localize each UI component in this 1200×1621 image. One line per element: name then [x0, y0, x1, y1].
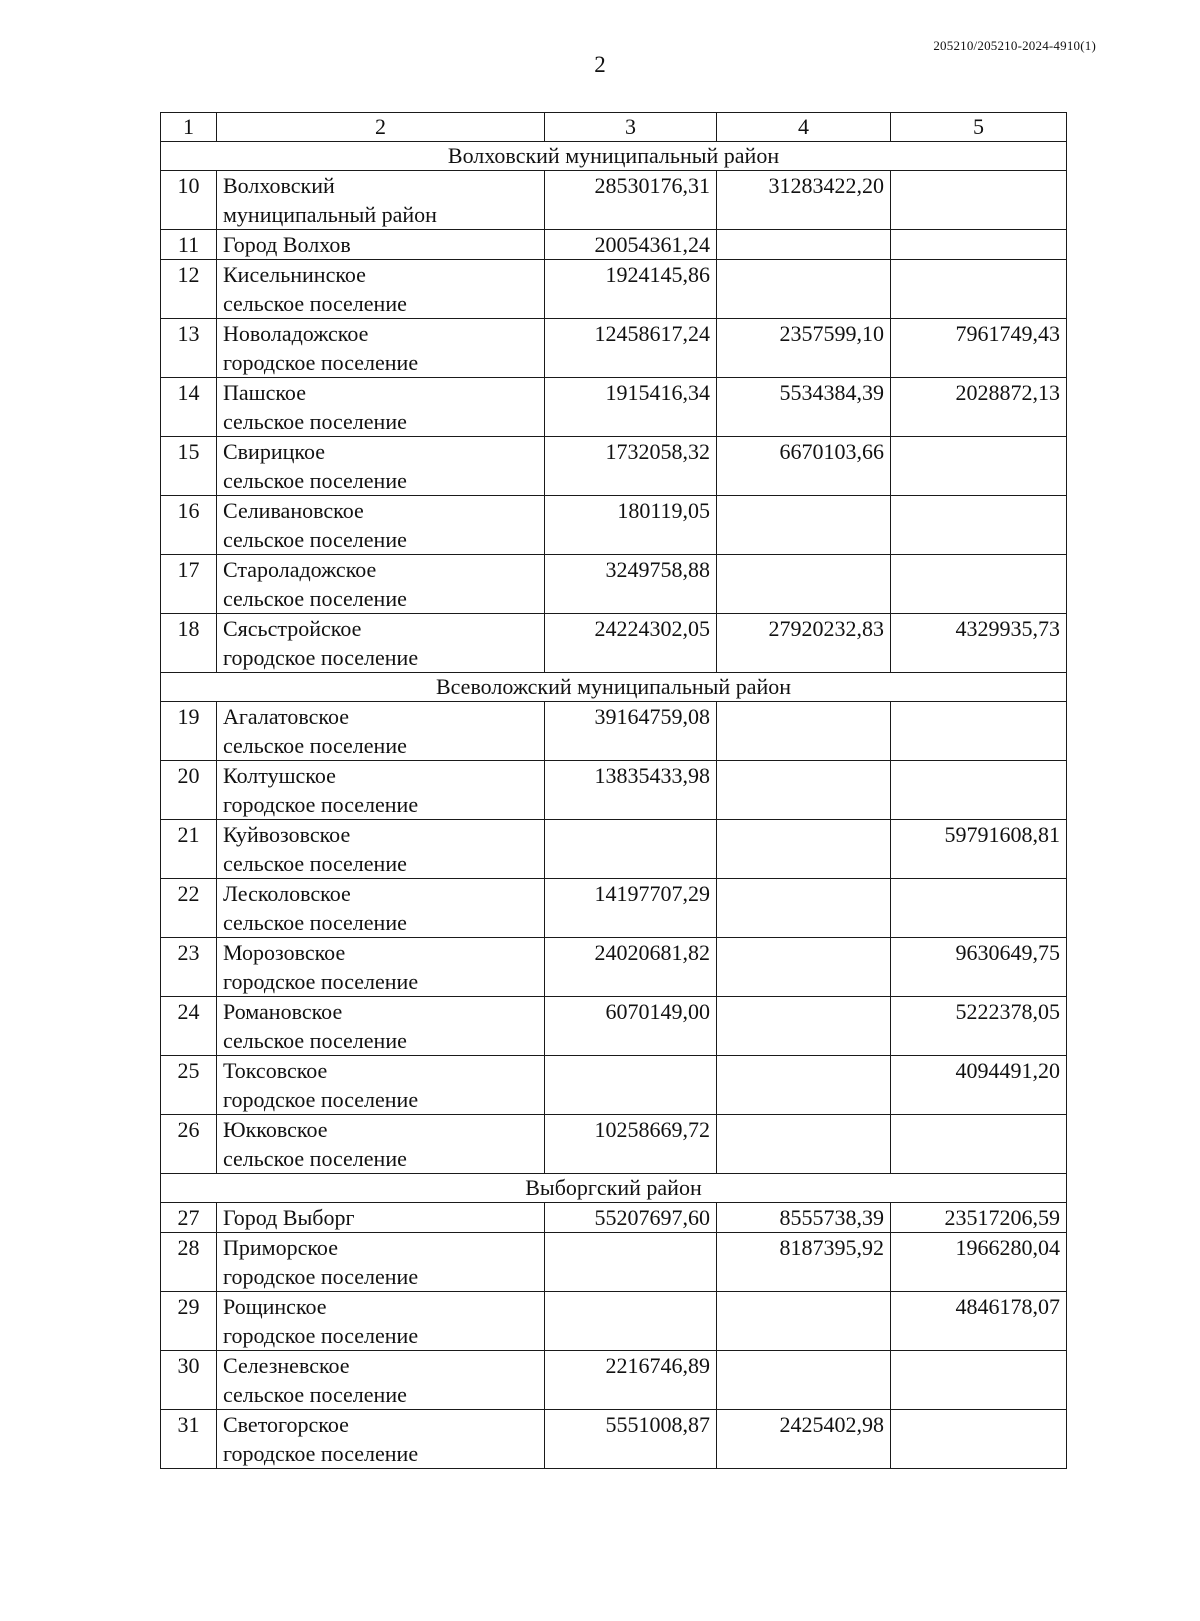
- municipality-name-line-2: городское поселение: [223, 1323, 419, 1348]
- section-header-row: [161, 142, 1067, 171]
- section-header-row: [161, 1174, 1067, 1203]
- row-number: 10: [161, 171, 217, 230]
- amount-cell-c4: 8555738,39: [717, 1203, 891, 1233]
- row-number: 25: [161, 1056, 217, 1115]
- municipality-name: [217, 702, 545, 761]
- row-number: 31: [161, 1410, 217, 1469]
- municipality-name: [217, 1056, 545, 1115]
- amount-cell-c5: [891, 1351, 1067, 1410]
- column-header: 2: [217, 113, 545, 142]
- municipality-name-line-1: Свирицкое: [223, 439, 325, 464]
- municipality-name-line-2: городское поселение: [223, 1087, 419, 1112]
- municipality-name-line-2: муниципальный район: [223, 202, 437, 227]
- amount-cell-c5: [891, 761, 1067, 820]
- municipality-name: [217, 171, 545, 230]
- column-header: 4: [717, 113, 891, 142]
- table-row: [161, 1351, 1067, 1410]
- municipality-name-line-2: сельское поселение: [223, 851, 407, 876]
- table-row: [161, 1292, 1067, 1351]
- row-number: 29: [161, 1292, 217, 1351]
- table-row: [161, 761, 1067, 820]
- table-body: [161, 113, 1067, 1469]
- table-row: [161, 230, 1067, 260]
- amount-cell-c3: 20054361,24: [545, 230, 717, 260]
- amount-cell-c3: [545, 1233, 717, 1292]
- municipality-name: [217, 938, 545, 997]
- amount-cell-c5: [891, 1410, 1067, 1469]
- amount-cell-c4: [717, 1056, 891, 1115]
- amount-cell-c5: 2028872,13: [891, 378, 1067, 437]
- row-number: 30: [161, 1351, 217, 1410]
- municipality-name: [217, 761, 545, 820]
- municipality-name-line-1: Куйвозовское: [223, 822, 351, 847]
- municipality-name: [217, 820, 545, 879]
- amount-cell-c3: 1915416,34: [545, 378, 717, 437]
- municipality-name-line-2: сельское поселение: [223, 409, 407, 434]
- row-number: 20: [161, 761, 217, 820]
- row-number: 23: [161, 938, 217, 997]
- amount-cell-c3: 28530176,31: [545, 171, 717, 230]
- table-row: [161, 614, 1067, 673]
- row-number: 21: [161, 820, 217, 879]
- municipality-name: [217, 1351, 545, 1410]
- amount-cell-c5: 4329935,73: [891, 614, 1067, 673]
- amount-cell-c5: 5222378,05: [891, 997, 1067, 1056]
- table-row: [161, 260, 1067, 319]
- amount-cell-c3: [545, 1292, 717, 1351]
- amount-cell-c3: 2216746,89: [545, 1351, 717, 1410]
- municipality-name-line-2: сельское поселение: [223, 1146, 407, 1171]
- table-row: [161, 496, 1067, 555]
- municipality-name-line-2: сельское поселение: [223, 910, 407, 935]
- table-row: [161, 1410, 1067, 1469]
- row-number: 28: [161, 1233, 217, 1292]
- municipality-name-line-1: Кисельнинское: [223, 262, 366, 287]
- amount-cell-c4: 31283422,20: [717, 171, 891, 230]
- table-row: [161, 378, 1067, 437]
- table-row: [161, 1115, 1067, 1174]
- amount-cell-c3: 24224302,05: [545, 614, 717, 673]
- row-number: 12: [161, 260, 217, 319]
- table-row: [161, 820, 1067, 879]
- amount-cell-c4: [717, 879, 891, 938]
- amount-cell-c3: 180119,05: [545, 496, 717, 555]
- row-number: 26: [161, 1115, 217, 1174]
- amount-cell-c3: 24020681,82: [545, 938, 717, 997]
- amount-cell-c3: 6070149,00: [545, 997, 717, 1056]
- column-number-row: [161, 113, 1067, 142]
- amount-cell-c4: [717, 1292, 891, 1351]
- municipality-name-line-1: Колтушское: [223, 763, 336, 788]
- table-row: [161, 997, 1067, 1056]
- amount-cell-c4: [717, 938, 891, 997]
- municipality-name-line-2: сельское поселение: [223, 291, 407, 316]
- municipality-name: [217, 319, 545, 378]
- municipality-name: [217, 879, 545, 938]
- amount-cell-c4: 8187395,92: [717, 1233, 891, 1292]
- municipality-name-line-1: Рощинское: [223, 1294, 327, 1319]
- table-row: [161, 437, 1067, 496]
- table-row: [161, 938, 1067, 997]
- amount-cell-c4: [717, 230, 891, 260]
- municipality-name: [217, 230, 545, 260]
- amount-cell-c5: 59791608,81: [891, 820, 1067, 879]
- table-row: [161, 879, 1067, 938]
- row-number: 17: [161, 555, 217, 614]
- row-number: 16: [161, 496, 217, 555]
- municipality-name-line-1: Староладожское: [223, 557, 377, 582]
- amount-cell-c3: 12458617,24: [545, 319, 717, 378]
- amount-cell-c4: [717, 1115, 891, 1174]
- municipality-name-line-2: сельское поселение: [223, 468, 407, 493]
- municipality-name-line-1: Волховский: [223, 173, 335, 198]
- section-title: Всеволожский муниципальный район: [161, 673, 1067, 702]
- amount-cell-c3: 3249758,88: [545, 555, 717, 614]
- municipality-name: [217, 437, 545, 496]
- municipality-name-line-1: Селезневское: [223, 1353, 350, 1378]
- row-number: 13: [161, 319, 217, 378]
- amount-cell-c5: 4094491,20: [891, 1056, 1067, 1115]
- municipality-name: [217, 555, 545, 614]
- municipality-name: [217, 1410, 545, 1469]
- municipality-name-line-1: Морозовское: [223, 940, 346, 965]
- municipality-name-line-2: городское поселение: [223, 969, 419, 994]
- amount-cell-c5: [891, 260, 1067, 319]
- municipality-name-line-1: Светогорское: [223, 1412, 349, 1437]
- amount-cell-c3: 39164759,08: [545, 702, 717, 761]
- municipality-name-line-2: городское поселение: [223, 792, 419, 817]
- section-title: Выборгский район: [161, 1174, 1067, 1203]
- municipality-name-line-2: городское поселение: [223, 1441, 419, 1466]
- municipality-name: [217, 1115, 545, 1174]
- municipality-name: [217, 997, 545, 1056]
- amount-cell-c3: 5551008,87: [545, 1410, 717, 1469]
- section-title: Волховский муниципальный район: [161, 142, 1067, 171]
- table-row: [161, 171, 1067, 230]
- municipality-name-line-1: Город Выборг: [223, 1205, 355, 1230]
- amount-cell-c3: 1924145,86: [545, 260, 717, 319]
- column-header: 3: [545, 113, 717, 142]
- amount-cell-c5: [891, 702, 1067, 761]
- amount-cell-c3: 10258669,72: [545, 1115, 717, 1174]
- municipality-name: [217, 496, 545, 555]
- municipality-name-line-2: сельское поселение: [223, 586, 407, 611]
- amount-cell-c4: [717, 702, 891, 761]
- municipality-name-line-2: городское поселение: [223, 645, 419, 670]
- municipality-name: [217, 1292, 545, 1351]
- amount-cell-c5: 23517206,59: [891, 1203, 1067, 1233]
- row-number: 27: [161, 1203, 217, 1233]
- amount-cell-c4: [717, 260, 891, 319]
- amount-cell-c4: [717, 997, 891, 1056]
- amount-cell-c4: [717, 820, 891, 879]
- table-row: [161, 1056, 1067, 1115]
- municipality-name-line-1: Город Волхов: [223, 232, 351, 257]
- amount-cell-c5: 7961749,43: [891, 319, 1067, 378]
- table-row: [161, 555, 1067, 614]
- municipality-name: [217, 378, 545, 437]
- municipality-name-line-1: Лесколовское: [223, 881, 351, 906]
- municipality-name-line-2: сельское поселение: [223, 1382, 407, 1407]
- table-row: [161, 1233, 1067, 1292]
- table-row: [161, 319, 1067, 378]
- amount-cell-c3: [545, 1056, 717, 1115]
- amount-cell-c5: [891, 230, 1067, 260]
- amount-cell-c4: 2425402,98: [717, 1410, 891, 1469]
- row-number: 14: [161, 378, 217, 437]
- amount-cell-c4: [717, 555, 891, 614]
- amount-cell-c5: 9630649,75: [891, 938, 1067, 997]
- document-id: 205210/205210-2024-4910(1): [933, 38, 1096, 53]
- municipality-name: [217, 1203, 545, 1233]
- column-header: 1: [161, 113, 217, 142]
- amount-cell-c4: [717, 496, 891, 555]
- column-header: 5: [891, 113, 1067, 142]
- municipality-name-line-1: Приморское: [223, 1235, 338, 1260]
- municipality-name-line-2: городское поселение: [223, 1264, 419, 1289]
- page-number: 2: [594, 52, 606, 77]
- amount-cell-c4: 27920232,83: [717, 614, 891, 673]
- amount-cell-c5: [891, 171, 1067, 230]
- amount-cell-c4: 5534384,39: [717, 378, 891, 437]
- table-row: [161, 1203, 1067, 1233]
- municipality-name-line-2: сельское поселение: [223, 527, 407, 552]
- allocation-table: [160, 112, 1067, 1469]
- amount-cell-c3: 1732058,32: [545, 437, 717, 496]
- amount-cell-c3: [545, 820, 717, 879]
- municipality-name-line-1: Юкковское: [223, 1117, 328, 1142]
- row-number: 22: [161, 879, 217, 938]
- municipality-name-line-2: сельское поселение: [223, 1028, 407, 1053]
- table-row: [161, 702, 1067, 761]
- amount-cell-c5: [891, 437, 1067, 496]
- amount-cell-c4: 6670103,66: [717, 437, 891, 496]
- amount-cell-c5: [891, 496, 1067, 555]
- amount-cell-c3: 13835433,98: [545, 761, 717, 820]
- amount-cell-c3: 14197707,29: [545, 879, 717, 938]
- amount-cell-c4: 2357599,10: [717, 319, 891, 378]
- municipality-name-line-1: Агалатовское: [223, 704, 349, 729]
- section-header-row: [161, 673, 1067, 702]
- row-number: 19: [161, 702, 217, 761]
- row-number: 18: [161, 614, 217, 673]
- municipality-name: [217, 1233, 545, 1292]
- municipality-name-line-1: Романовское: [223, 999, 343, 1024]
- municipality-name-line-1: Токсовское: [223, 1058, 328, 1083]
- municipality-name-line-1: Новоладожское: [223, 321, 369, 346]
- amount-cell-c5: [891, 1115, 1067, 1174]
- municipality-name-line-2: городское поселение: [223, 350, 419, 375]
- amount-cell-c4: [717, 1351, 891, 1410]
- amount-cell-c3: 55207697,60: [545, 1203, 717, 1233]
- municipality-name-line-1: Пашское: [223, 380, 306, 405]
- municipality-name-line-1: Селивановское: [223, 498, 364, 523]
- amount-cell-c5: [891, 879, 1067, 938]
- municipality-name: [217, 260, 545, 319]
- amount-cell-c5: [891, 555, 1067, 614]
- municipality-name-line-1: Сясьстройское: [223, 616, 362, 641]
- row-number: 15: [161, 437, 217, 496]
- amount-cell-c5: 1966280,04: [891, 1233, 1067, 1292]
- amount-cell-c4: [717, 761, 891, 820]
- municipality-name: [217, 614, 545, 673]
- amount-cell-c5: 4846178,07: [891, 1292, 1067, 1351]
- row-number: 11: [161, 230, 217, 260]
- row-number: 24: [161, 997, 217, 1056]
- municipality-name-line-2: сельское поселение: [223, 733, 407, 758]
